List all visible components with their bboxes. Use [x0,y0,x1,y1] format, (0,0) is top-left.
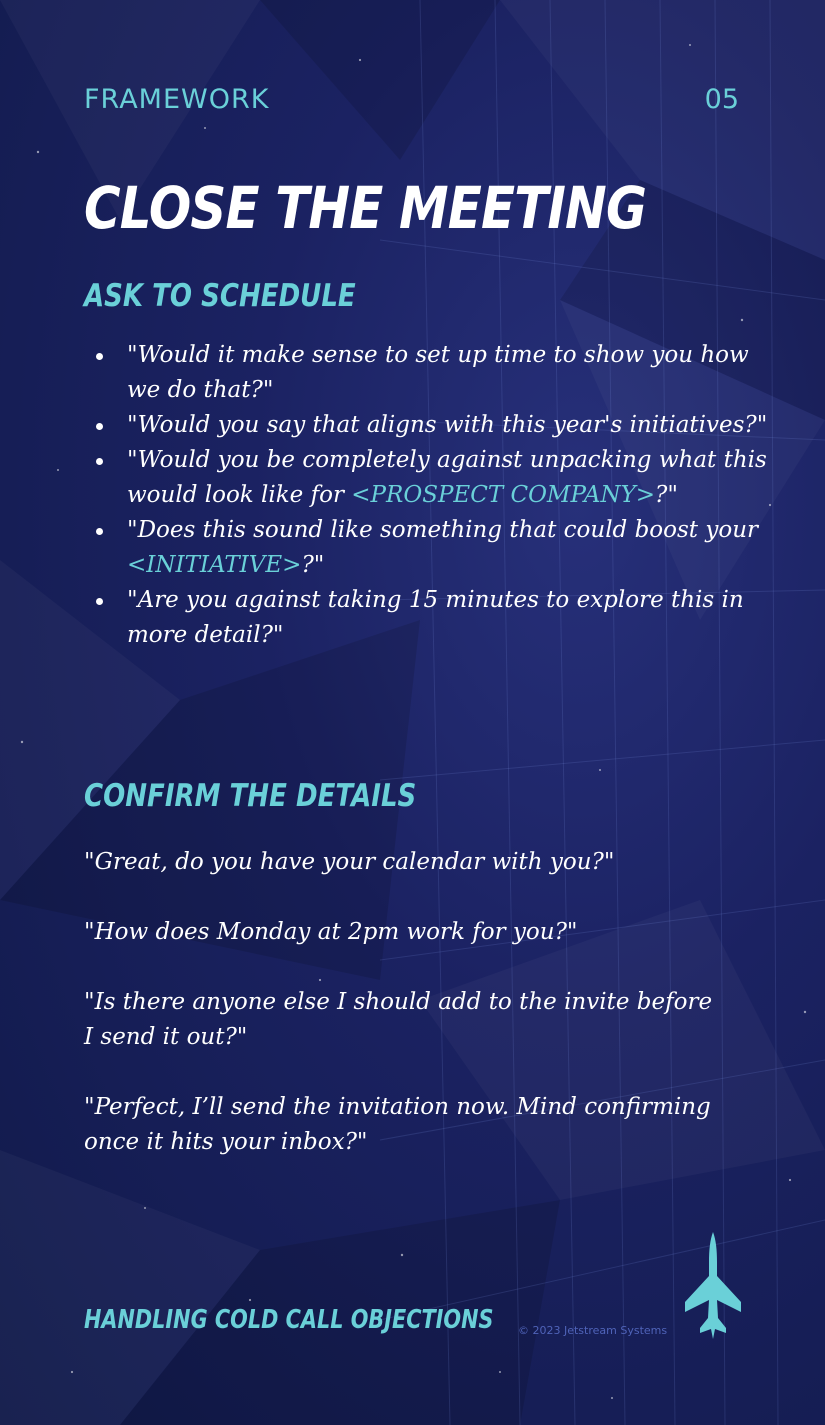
page-title: CLOSE THE MEETING [84,174,647,242]
list-item: "Would it make sense to set up time to show you how we do that?" [127,338,777,408]
placeholder-highlight: <INITIATIVE> [127,552,302,578]
ask-to-schedule-list [84,338,777,653]
section-label: FRAMEWORK [84,84,270,115]
copyright-text: © 2023 Jetstream Systems [518,1324,668,1337]
confirm-quote: "Is there anyone else I should add to the invite before I send it out?" [84,989,713,1050]
ask-to-schedule-heading: ASK TO SCHEDULE [84,278,356,314]
jet-icon [682,1232,744,1340]
list-item: "Are you against taking 15 minutes to explore this in more detail?" [127,583,777,653]
confirm-quote: "How does Monday at 2pm work for you?" [84,919,578,945]
confirm-quote: "Great, do you have your calendar with you?" [84,849,615,875]
list-item: "Does this sound like something that could boost your <INITIATIVE>?" [127,513,777,583]
footer-title: HANDLING COLD CALL OBJECTIONS [84,1305,494,1335]
page-number: 05 [704,84,739,115]
list-item: "Would you say that aligns with this year's initiatives?" [127,408,777,443]
confirm-details-heading: CONFIRM THE DETAILS [84,778,417,814]
list-item: "Would you be completely against unpacking what this would look like for <PROSPECT COMPANY>?" [127,443,777,513]
placeholder-highlight: <PROSPECT COMPANY> [351,482,656,508]
confirm-quote: "Perfect, I’ll send the invitation now. Mind confirming once it hits your inbox?" [84,1094,711,1155]
